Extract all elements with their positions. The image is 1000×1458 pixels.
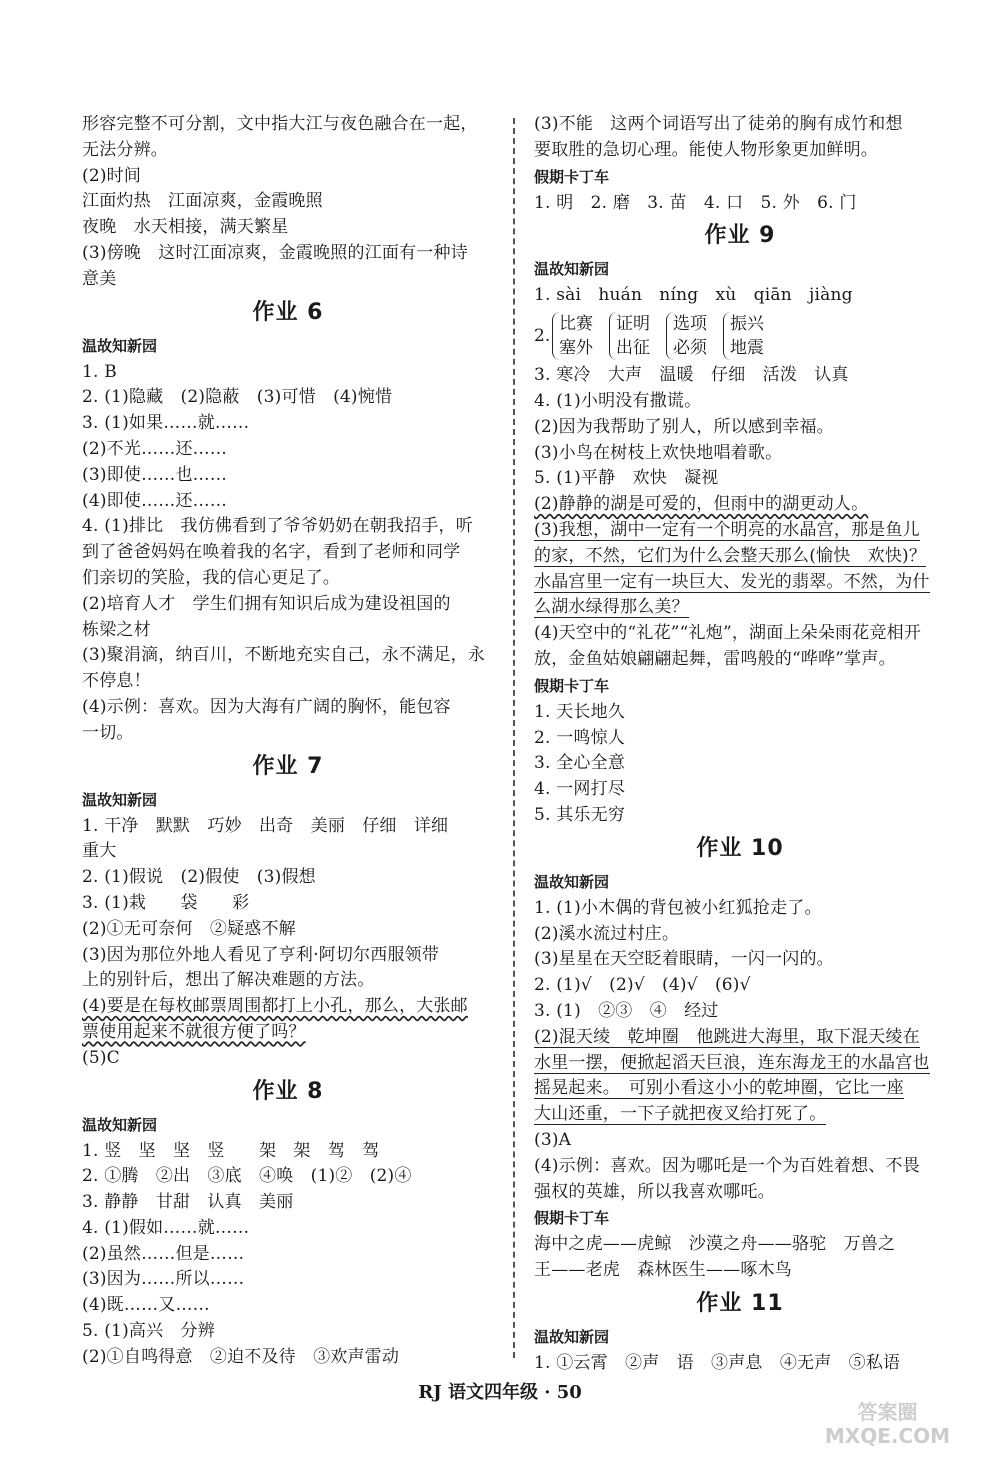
answer-line [82,592,494,618]
line-text: 不停息！ [82,671,151,692]
answer-line [82,489,494,515]
watermark-line1: 答案圈 [857,1400,918,1424]
answer-line [82,1345,494,1371]
answer-line [82,1139,494,1165]
section-title [82,1072,494,1112]
answer-line [534,1351,946,1377]
answer-line [82,360,494,386]
line-text: 1. (1)小木偶的背包被小红狐抢走了。 [534,897,822,918]
answer-line [82,215,494,241]
line-text: (2)静静的湖是可爱的，但雨中的湖更动人。 [534,494,869,515]
line-text: 无法分辨。 [82,139,168,160]
left-column [82,112,494,1371]
line-text: (3)不能 这两个词语写出了徒弟的胸有成竹和想 [534,114,903,134]
line-text: 1. 干净 默默 巧妙 出奇 美丽 仔细 详细 [82,815,449,836]
answer-line [82,943,494,969]
line-text: 4. 一网打尽 [534,779,626,800]
answer-line [534,777,946,803]
subsection-heading [82,333,494,360]
line-text: 放，金鱼姑娘翩翩起舞，雷鸣般的“哗哗”掌声。 [534,648,896,669]
answer-line [534,1128,946,1154]
line-text: 们亲切的笑脸，我的信心更足了。 [82,567,340,588]
line-text: 到了爸爸妈妈在唤着我的名字，看到了老师和同学 [82,542,461,563]
answer-line [82,618,494,644]
line-text: 王——老虎 森林医生——啄木鸟 [534,1260,792,1281]
line-text: 假期卡丁车 [534,167,610,186]
line-text: 假期卡丁车 [534,676,610,695]
answer-line [82,112,494,138]
subsection-heading [82,1112,494,1139]
subsection-heading [534,673,946,700]
line-text: (3)A [534,1129,572,1150]
answer-line [82,1216,494,1242]
answer-line [82,1046,494,1072]
line-text: 温故知新园 [534,260,610,279]
line-text: 1. 明 2. 磨 3. 苗 4. 口 5. 外 6. 门 [534,192,857,213]
line-text: 水里一摆，便掀起滔天巨浪，连东海龙王的水晶宫也 [534,1052,930,1073]
line-text: 海中之虎——虎鲸 沙漠之舟——骆驼 万兽之 [534,1234,896,1255]
line-text: 温故知新园 [82,336,158,355]
answer-line [82,1267,494,1293]
brace-word-pair [609,312,650,360]
line-text: (3)因为那位外地人看见了亨利·阿切尔西服领带 [82,944,440,965]
line-text: 作业 10 [696,835,784,861]
line-text: 5. (1)高兴 分辨 [82,1321,215,1342]
answer-line [534,112,946,138]
answer-line [82,267,494,293]
bracket-answer-row [534,309,946,363]
line-text: 大山还重，一下子就把夜叉给打死了。 [534,1104,827,1125]
answer-line [82,865,494,891]
line-text: 水晶宫里一定有一块巨大、发光的翡翠。不然，为什 [534,571,930,592]
section-title [82,747,494,787]
subsection-heading [82,787,494,814]
answer-line [534,1102,946,1128]
answer-line [534,466,946,492]
answer-line [82,917,494,943]
line-text: (3)聚涓滴，纳百川，不断地充实自己，永不满足，永 [82,645,486,666]
answer-line [82,138,494,164]
answer-line [82,437,494,463]
subsection-heading [534,1205,946,1232]
answer-line [82,1190,494,1216]
answer-line [82,891,494,917]
answer-line [534,492,946,518]
line-text: 2. (1)假说 (2)假使 (3)假想 [82,867,316,888]
brace-word-pair [666,312,707,360]
line-text: (3)因为……所以…… [82,1269,245,1290]
line-text: (2)虽然……但是…… [82,1243,245,1264]
watermark-logo [800,1400,975,1452]
answer-line [82,514,494,540]
answer-line [82,463,494,489]
line-text: 2. (1)隐藏 (2)隐蔽 (3)可惜 (4)惋惜 [82,387,393,408]
line-text: 么湖水绿得那么美？ [534,597,689,618]
line-text: (4)天空中的“礼花”“礼炮”，湖面上朵朵雨花竞相开 [534,623,922,644]
line-text: 4. (1)小明没有撒谎。 [534,390,702,411]
line-text: (5)C [82,1047,120,1068]
answer-line [82,643,494,669]
line-text: (4)既……又…… [82,1295,210,1316]
answer-line [82,411,494,437]
line-text: 强权的英雄，所以我喜欢哪吒。 [534,1181,775,1202]
answer-line [82,968,494,994]
section-title [534,1284,946,1324]
brace-word: 必须 [673,338,707,359]
line-text: 上的别针后，想出了解决难题的方法。 [82,970,375,991]
brace-word: 证明 [616,314,650,335]
line-text: (2)因为我帮助了别人，所以感到幸福。 [534,416,834,437]
answer-line [534,751,946,777]
line-text: 一切。 [82,722,134,743]
answer-line [82,721,494,747]
line-text: 4. (1)假如……就…… [82,1217,250,1238]
answer-line [534,544,946,570]
answer-line [534,595,946,621]
answer-line [82,385,494,411]
answer-line [82,189,494,215]
brace-word: 塞外 [559,338,593,359]
line-text: (3)小鸟在树枝上欢快地唱着歌。 [534,442,783,463]
answer-line [534,621,946,647]
answer-line [534,1025,946,1051]
line-text: 3. 寒冷 大声 温暖 仔细 活泼 认真 [534,365,849,386]
line-text: 作业 9 [704,223,776,249]
answer-line [82,994,494,1020]
answer-line [534,1154,946,1180]
line-text: 3. (1)如果……就…… [82,413,250,434]
line-text: 意美 [82,268,117,289]
answer-line [534,922,946,948]
answer-line [534,1180,946,1206]
line-text: (3)我想，湖中一定有一个明亮的水晶宫，那是鱼儿 [534,519,920,540]
page-footer: RJ 语文四年级 · 50 [418,1382,582,1403]
line-text: 要取胜的急切心理。能使人物形象更加鲜明。 [534,139,878,160]
line-text: 栋梁之材 [82,619,151,640]
answer-line [534,138,946,164]
answer-line [534,570,946,596]
line-text: (2)混天绫 乾坤圈 他跳进大海里，取下混天绫在 [534,1026,920,1047]
brace-word-pair [723,312,764,360]
line-text: (2)培育人才 学生们拥有知识后成为建设祖国的 [82,593,451,614]
answer-line [534,1076,946,1102]
column-divider [513,118,515,1358]
subsection-heading [534,256,946,283]
line-text: 作业 8 [252,1078,324,1104]
answer-line [534,803,946,829]
line-text: (2)①无可奈何 ②疑惑不解 [82,918,296,939]
line-text: 夜晚 水天相接，满天繁星 [82,217,289,238]
answer-line [82,1020,494,1046]
line-text: 1. B [82,361,117,382]
watermark-line2: MXQE.COM [824,1424,951,1448]
answer-line [534,283,946,309]
line-text: (2)溪水流过村庄。 [534,923,680,944]
right-column [534,112,946,1377]
line-text: (3)傍晚 这时江面凉爽，金霞晚照的江面有一种诗 [82,242,468,263]
answer-line [534,973,946,999]
answer-line [82,1293,494,1319]
line-text: 3. (1) ②③ ④ 经过 [534,1000,719,1021]
answer-line [534,647,946,673]
brace-word-pair [552,312,593,360]
line-text: (2)不光……还…… [82,438,228,459]
line-text: 5. 其乐无穷 [534,804,626,825]
line-text: 重大 [82,841,117,862]
brace-word: 振兴 [730,314,764,335]
line-text: 3. (1)栽 袋 彩 [82,892,250,913]
answer-line [82,814,494,840]
answer-line [82,1164,494,1190]
brace-word: 地震 [730,338,764,359]
answer-line [82,839,494,865]
answer-line [534,191,946,217]
line-text: 2. ①腾 ②出 ③底 ④唤 (1)② (2)④ [82,1166,412,1187]
line-text: 4. (1)排比 我仿佛看到了爷爷奶奶在朝我招手，听 [82,516,473,537]
line-text: (4)示例：喜欢。因为哪吒是一个为百姓着想、不畏 [534,1155,920,1176]
line-text: 2. (1)√ (2)√ (4)√ (6)√ [534,975,751,996]
line-text: (2)时间 [82,165,142,186]
answer-line [534,389,946,415]
line-text: 作业 6 [252,299,324,325]
subsection-heading [534,869,946,896]
line-text: 温故知新园 [534,1327,610,1346]
answer-line [82,1242,494,1268]
line-text: 形容完整不可分割，文中指大江与夜色融合在一起， [82,114,478,134]
answer-line [534,441,946,467]
line-text: (4)即使……还…… [82,490,228,511]
answer-line [82,566,494,592]
answer-line [534,1232,946,1258]
answer-line [534,726,946,752]
line-text: 3. 静静 甘甜 认真 美丽 [82,1192,294,1213]
answer-line [534,1258,946,1284]
line-text: (4)示例：喜欢。因为大海有广阔的胸怀，能包容 [82,696,451,717]
subsection-heading [534,164,946,191]
answer-line [534,363,946,389]
line-text: 2. 一鸣惊人 [534,727,626,748]
line-text: (4)要是在每枚邮票周围都打上小孔，那么，大张邮 [82,996,468,1017]
line-text: 1. sài huán níng xù qiān jiàng [534,285,853,306]
line-text: 1. ①云霄 ②声 语 ③声息 ④无声 ⑤私语 [534,1352,901,1373]
answer-line [82,241,494,267]
line-text: 1. 天长地久 [534,701,626,722]
line-text: 作业 11 [696,1290,784,1316]
section-title [82,293,494,333]
answer-line [534,947,946,973]
brace-word: 出征 [616,338,650,359]
line-text: 温故知新园 [82,790,158,809]
answer-line [82,695,494,721]
answer-line [534,518,946,544]
line-text: 的家，不然，它们为什么会整天那么(愉快 欢快)？ [534,545,927,566]
brace-word: 比赛 [559,314,593,335]
answer-line [82,669,494,695]
line-text: (3)即使……也…… [82,464,228,485]
answer-line [534,896,946,922]
answer-line [534,415,946,441]
section-title [534,829,946,869]
line-text: 票使用起来不就很方便了吗？ [82,1021,306,1042]
brace-word: 选项 [673,314,707,335]
line-text: 5. (1)平静 欢快 凝视 [534,468,719,489]
line-text: 温故知新园 [82,1115,158,1134]
line-text: 假期卡丁车 [534,1209,610,1228]
answer-line [534,999,946,1025]
line-text: 作业 7 [252,753,324,779]
line-text: 温故知新园 [534,872,610,891]
line-text: 江面灼热 江面凉爽，金霞晚照 [82,191,323,212]
answer-line [82,164,494,190]
answer-line [534,700,946,726]
answer-line [534,1051,946,1077]
line-text: 摇晃起来。 可别小看这小小的乾坤圈，它比一座 [534,1078,904,1099]
line-text: (2)①自鸣得意 ②迫不及待 ③欢声雷动 [82,1346,400,1367]
subsection-heading [534,1324,946,1351]
question-number: 2. [534,326,551,347]
line-text: 3. 全心全意 [534,753,626,774]
section-title [534,216,946,256]
answer-line [82,540,494,566]
answer-line [82,1319,494,1345]
line-text: (3)星星在天空眨着眼睛，一闪一闪的。 [534,949,834,970]
line-text: 1. 竖 坚 坚 竖 架 架 驾 驾 [82,1140,380,1161]
